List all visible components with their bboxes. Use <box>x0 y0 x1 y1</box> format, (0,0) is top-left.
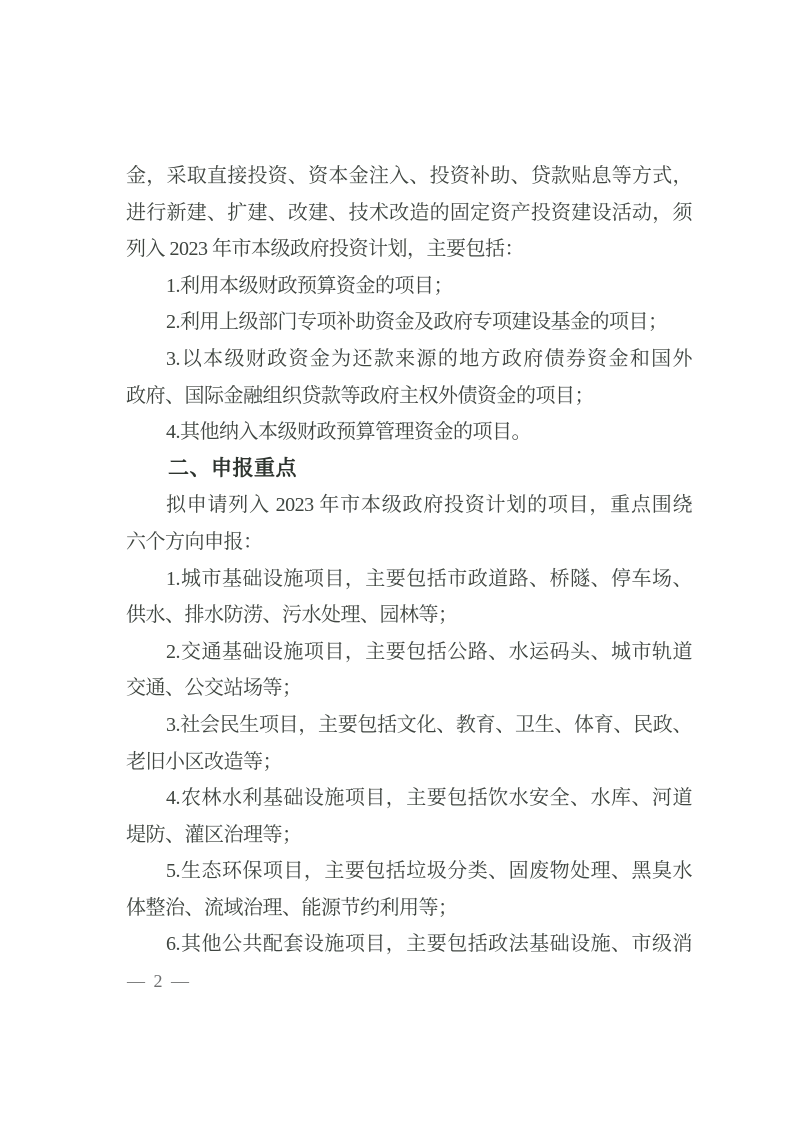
text-line: 堤防、灌区治理等； <box>126 823 302 846</box>
direction-item-1 <box>126 561 692 634</box>
text-line: 1.利用本级财政预算资金的项目； <box>166 274 453 297</box>
text-line: 5.生态环保项目，主要包括垃圾分类、固废物处理、黑臭水 <box>166 860 692 883</box>
text-line: 6.其他公共配套设施项目，主要包括政法基础设施、市级消 <box>166 933 692 956</box>
direction-item-2 <box>126 634 692 707</box>
direction-item-5 <box>126 853 692 926</box>
text-line: 六个方向申报： <box>126 530 263 553</box>
paragraph-intro <box>126 487 692 560</box>
paragraph-continuation <box>126 158 692 268</box>
list-item-2 <box>126 304 692 341</box>
text-line: 老旧小区改造等； <box>126 750 282 773</box>
page-number: — 2 — <box>127 971 191 991</box>
text-line: 列入 2023 年市本级政府投资计划，主要包括： <box>126 238 524 261</box>
direction-item-3 <box>126 707 692 780</box>
section-heading-text: 二、申报重点 <box>168 456 297 480</box>
text-line: 金，采取直接投资、资本金注入、投资补助、贷款贴息等方式， <box>126 165 692 187</box>
list-item-1 <box>126 268 692 305</box>
direction-item-6-cut-off <box>126 926 692 963</box>
text-line: 4.其他纳入本级财政预算管理资金的项目。 <box>166 421 531 444</box>
text-line: 3.社会民生项目，主要包括文化、教育、卫生、体育、民政、 <box>166 713 692 736</box>
text-line: 政府、国际金融组织贷款等政府主权外债资金的项目； <box>126 384 594 407</box>
text-line: 1.城市基础设施项目，主要包括市政道路、桥隧、停车场、 <box>166 567 692 590</box>
list-item-3 <box>126 341 692 414</box>
text-line: 3.以本级财政资金为还款来源的地方政府债券资金和国外 <box>166 347 692 370</box>
text-line: 2.交通基础设施项目，主要包括公路、水运码头、城市轨道 <box>166 640 692 663</box>
text-line: 拟申请列入 2023 年市本级政府投资计划的项目，重点围绕 <box>166 494 692 517</box>
document-body <box>126 158 692 963</box>
list-item-4 <box>126 414 692 451</box>
section-heading <box>126 451 692 488</box>
text-line: 进行新建、扩建、改建、技术改造的固定资产投资建设活动，须 <box>126 201 692 224</box>
text-line: 供水、排水防涝、污水处理、园林等； <box>126 604 458 627</box>
text-line: 4.农林水利基础设施项目，主要包括饮水安全、水库、河道 <box>166 787 692 810</box>
text-line: 交通、公交站场等； <box>126 677 302 700</box>
direction-item-4 <box>126 780 692 853</box>
text-line: 体整治、流域治理、能源节约利用等； <box>126 896 458 919</box>
text-line: 2.利用上级部门专项补助资金及政府专项建设基金的项目； <box>166 311 668 334</box>
